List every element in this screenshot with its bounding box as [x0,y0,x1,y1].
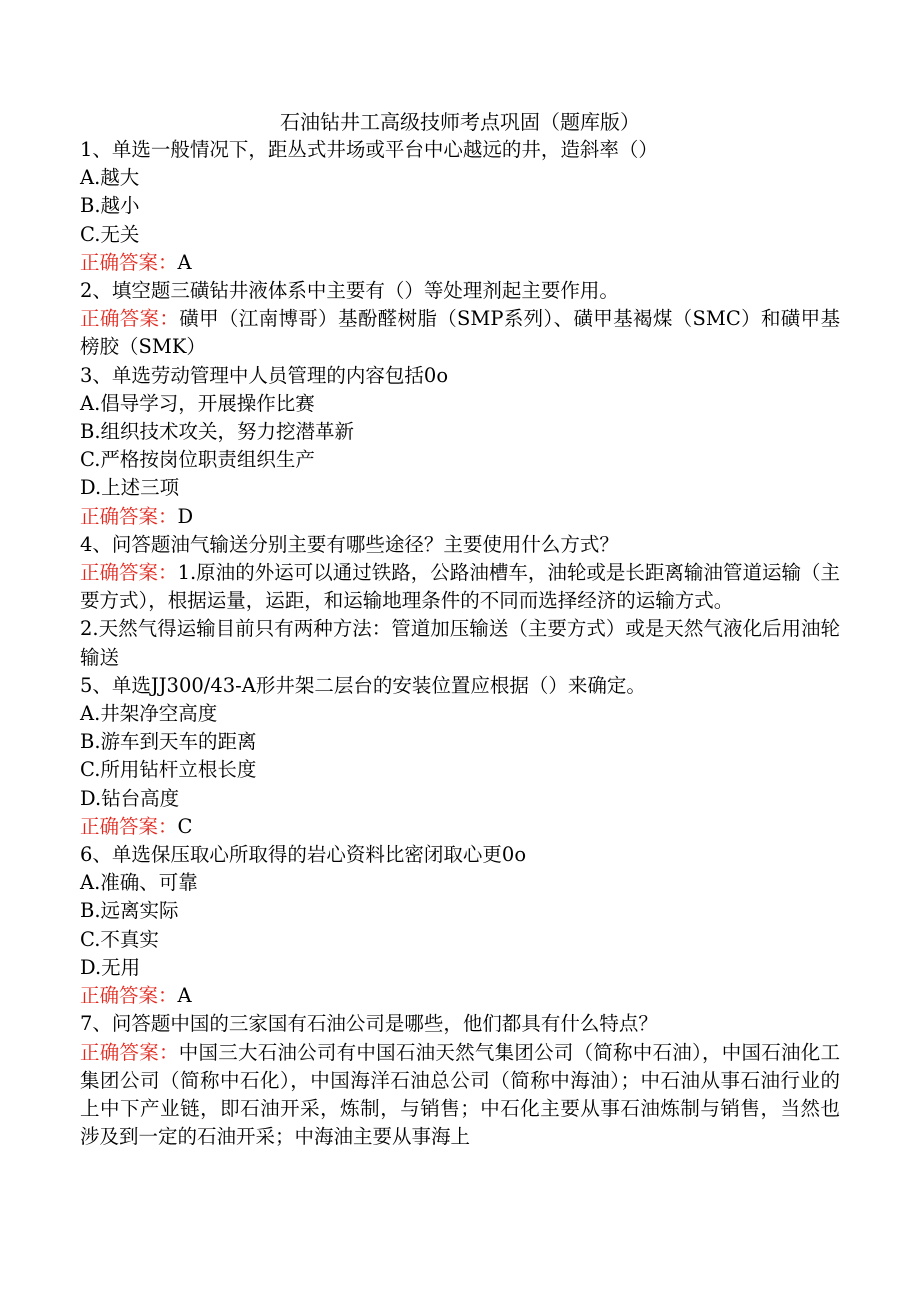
text-line [80,615,840,671]
answer-line [80,305,840,361]
question-line [80,531,840,559]
line-text: C.所用钻杆立根长度 [80,758,257,782]
option-line [80,869,840,897]
option-line [80,418,840,446]
line-text: C.严格按岗位职责组织生产 [80,448,315,472]
answer-label: 正确答案： [80,250,178,274]
answer-label: 正确答案： [80,1040,179,1064]
line-text: D.钻台高度 [80,786,180,810]
document-body [80,136,840,1151]
answer-line [80,982,840,1010]
answer-label: 正确答案： [80,307,180,331]
answer-text: A [177,984,192,1008]
question-line [80,362,840,390]
option-line [80,785,840,813]
question-line [80,136,840,164]
answer-line [80,503,840,531]
question-line [80,841,840,869]
line-text: D.无用 [80,955,141,979]
option-line [80,728,840,756]
answer-line [80,249,840,277]
line-text: C.无关 [80,222,140,246]
line-text: 1、单选一般情况下，距丛式井场或平台中心越远的井，造斜率（） [80,138,658,161]
document-title: 石油钻井工高级技师考点巩固（题库版） [280,110,640,134]
option-line [80,164,840,192]
option-line [80,192,840,220]
line-text: A.倡导学习，开展操作比赛 [80,391,315,415]
option-line [80,700,840,728]
line-text: 7、问答题中国的三家国有石油公司是哪些，他们都具有什么特点？ [80,1012,658,1036]
answer-label: 正确答案： [80,504,178,528]
answer-line [80,559,840,615]
line-text: A.井架净空高度 [80,702,218,726]
line-text: 2.天然气得运输目前只有两种方法：管道加压输送（主要方式）或是天然气液化后用油轮输送 [80,617,840,669]
line-text: C.不真实 [80,927,159,951]
question-line [80,277,840,305]
line-text: B.游车到天车的距离 [80,730,257,754]
answer-text: 磺甲（江南博哥）基酚醛树脂（SMP系列）、磺甲基褐煤（SMC）和磺甲基榜胶（SMK） [80,307,840,359]
option-line [80,756,840,784]
question-line [80,672,840,700]
answer-text: D [177,504,194,528]
question-line [80,1010,840,1038]
line-text: 5、单选JJ300/43-A形井架二层台的安装位置应根据（）来确定。 [80,673,646,697]
line-text: B.越小 [80,194,140,218]
option-line [80,221,840,249]
line-text: 6、单选保压取心所取得的岩心资料比密闭取心更0o [80,843,527,867]
answer-label: 正确答案： [80,561,178,585]
option-line [80,954,840,982]
answer-text: A [177,250,192,274]
option-line [80,390,840,418]
line-text: 3、单选劳动管理中人员管理的内容包括0o [80,363,449,387]
answer-label: 正确答案： [80,984,178,1008]
line-text: B.远离实际 [80,899,179,923]
answer-text: 1.原油的外运可以通过铁路，公路油槽车，油轮或是长距离输油管道运输（主要方式），根据运量，运距，和运输地理条件的不同而选择经济的运输方式。 [80,561,840,613]
line-text: D.上述三项 [80,476,180,500]
answer-text: C [177,814,193,838]
option-line [80,474,840,502]
answer-line [80,813,840,841]
line-text: A.越大 [80,166,140,190]
line-text: 4、问答题油气输送分别主要有哪些途径？主要使用什么方式？ [80,532,619,556]
option-line [80,446,840,474]
line-text: B.组织技术攻关，努力挖潜革新 [80,420,355,444]
answer-line [80,1039,840,1152]
option-line [80,897,840,925]
line-text: 2、填空题三磺钻井液体系中主要有（）等处理剂起主要作用。 [80,279,619,303]
line-text: A.准确、可靠 [80,871,198,895]
answer-label: 正确答案： [80,814,178,838]
answer-text: 中国三大石油公司有中国石油天然气集团公司（简称中石油），中国石油化工集团公司（简称中石化），中国海洋石油总公司（简称中海油）；中石油从事石油行业的上中下产业链，即石油开采，炼制，与销售；中石化主要从事石油炼制与销售，当然也涉及到一定的石油开采；中海油主要从事海上 [80,1040,840,1149]
option-line [80,926,840,954]
